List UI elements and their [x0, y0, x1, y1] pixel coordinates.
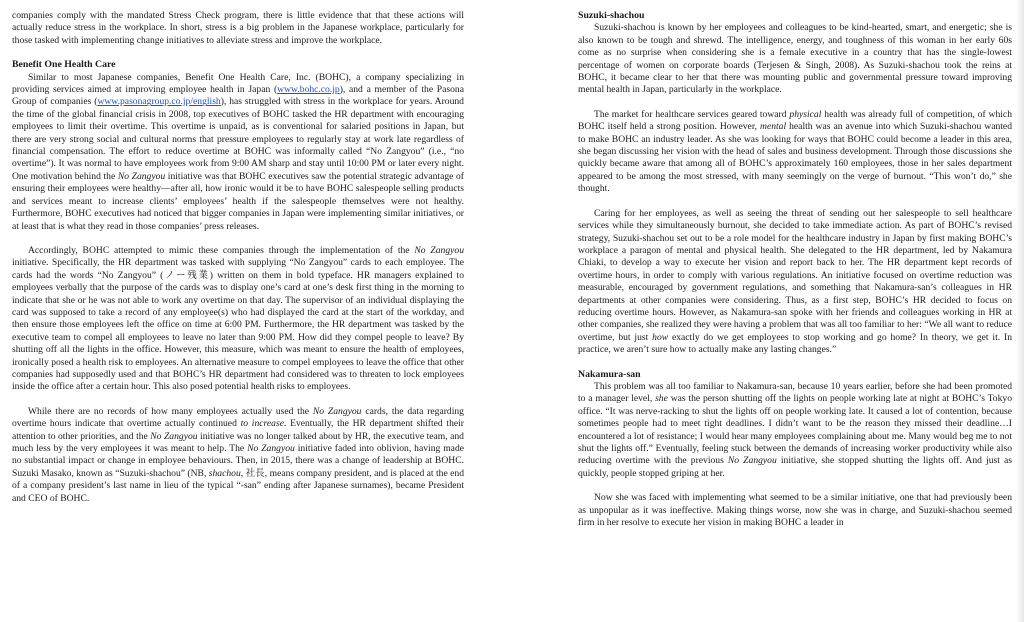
paragraph-suzuki: Suzuki-shachou is known by her employees and colleagues to be kind-hearted, smart, and energetic; she is also known to be tough and shrewd. The intelligence, energy, and toughness of this woman in her early 60s come as no surprise when considering she is a female executive in a country that has the single-lowest percentage of women on corporate boards (Terjesen & Singh, 2008). As Suzuki-shachou took the reins at BOHC, it became clear to her that there was mounting public and governmental pressure toward improving mental health in Japan, particularly in the workplace. [578, 22, 1012, 96]
heading-benefit-one: Benefit One Health Care [12, 59, 116, 71]
heading-nakamura-san: Nakamura-san [578, 368, 641, 380]
paragraph-nakamura: This problem was all too familiar to Nakamura-san, because 10 years earlier, before she had been promoted to a manager level, she was the person shutting off the lights on people working late at night at BOHC’s Tokyo office. “It was nerve-racking to shut the lights off on people working late. It caused a lot of contention, because sometimes people had to meet tight deadlines. I didn’t want to be the reason they missed their deadline…I encountered a lot of resistance; I would hear many employees complaining about me. Many would beg me to not shut the lights off.” Eventually, feeling stuck between the demands of increasing worker productivity while also reducing overtime with the previous No Zangyou initiative, she stopped shutting the lights off. And just as quickly, people stopped griping at her. [578, 380, 1012, 479]
paragraph-intro: companies comply with the mandated Stress Check program, there is little evidence that that these actions will actually reduce stress in the workplace. In short, stress is a big problem in the Japanese workplace, particularly for those tasked with implementing change initiatives to alleviate stress and improve the workplace. [12, 10, 464, 46]
right-page [578, 10, 1012, 529]
paragraph-caring: Caring for her employees, as well as seeing the threat of sending out her salespeople to sell healthcare services while they simultaneously burnout, she decided to take immediate action. As part of BOHC’s revised strategy, Suzuki-shachou set out to be a role model for the healthcare industry in Japan by first making BOHC’s workplace a paragon of mental and physical health. She delegated to the HR department, led by Nakamura Chiaki, to develop a way to execute her vision and report back to her. The HR department kept records of overtime hours, in order to comply with various regulations. An initiative focused on overtime reduction was measurable, encouraged by government regulations, and something that Nakamura-san’s colleagues in HR departments at other companies were considering. Thus, as a first step, BOHC’s HR decided to focus on reducing overtime hours. However, as Nakamura-san spoke with her friends and colleagues working in HR at other companies, she realized they were having a problem that was all too familiar to her: “We all want to reduce overtime, but just how exactly do we get employees to stop working and go home? In theory, we get it. In practice, we aren’t sure how to actually make any lasting changes.” [578, 207, 1012, 356]
paragraph-benefit-one: Similar to most Japanese companies, Benefit One Health Care, Inc. (BOHC), a company specializing in providing services aimed at improving employee health in Japan (www.bohc.co.jp), and a member of the Pasona Group of companies (www.pasonagroup.co.jp/english), has struggled with stress in the workplace for years. Around the time of the global financial crisis in 2008, top executives of BOHC tasked the HR department with encouraging employees to limit their overtime. This overtime is unpaid, as is conventional for salaried positions in Japan, but there are very strong social and cultural norms that pressure employees to regularly stay at work late regardless of financial compensation. The effort to reduce overtime at BOHC was informally called “No Zangyou” (i.e., “no overtime”). It was normal to have employees work from 9:00 AM sharp and stay until 10:00 PM or later every night. One motivation behind the No Zangyou initiative was that BOHC executives saw the potential strategic advantage of ensuring their employees were healthy—after all, how ironic would it be to have BOHC salespeople selling products and services meant to increase clients’ employees’ health if the salespeople themselves were not healthy. Furthermore, BOHC executives had noticed that bigger companies in Japan were implementing similar initiatives, or at least that is what they read in those companies’ press releases. [12, 71, 464, 232]
paragraph-market: The market for healthcare services geared toward physical health was already full of competition, of which BOHC itself held a strong position. However, mental health was an avenue into which Suzuki-shachou wanted to make BOHC an industry leader. As she was looking for ways that BOHC could become a leader in this area, she began discussing her vision with the head of sales and business development. Through those discussions she quickly became aware that among all of BOHC’s approximately 160 employees, those in her sales department appeared to be among the most stressed, with many seemingly on the verge of burnout. “This won’t do,” she thought. [578, 108, 1012, 195]
paragraph-records: While there are no records of how many employees actually used the No Zangyou cards, the data regarding overtime hours indicate that overtime actually continued to increase. Eventually, the HR department shifted their attention to other priorities, and the No Zangyou initiative was no longer talked about by HR, the executive team, and much less by the very employees it was meant to help. The No Zangyou initiative faded into oblivion, having made no substantial impact or change in employee behaviours. Then, in 2015, there was a change of leadership at BOHC. Suzuki Masako, known as “Suzuki-shachou” (NB, shachou, 社長, means company president, and is placed at the end of a company president’s last name in lieu of the typical “-san” ending after Japanese surnames), became President and CEO of BOHC. [12, 405, 464, 504]
paragraph-now: Now she was faced with implementing what seemed to be a similar initiative, one that had previously been as unpopular as it was ineffective. Making things worse, now she was in charge, and Suzuki-shachou seemed firm in her resolve to execute her vision in making BOHC a leader in [578, 492, 1012, 529]
heading-suzuki-shachou: Suzuki-shachou [578, 10, 645, 21]
link-bohc[interactable]: www.bohc.co.jp [277, 84, 340, 96]
left-page [12, 10, 464, 505]
link-pasona[interactable]: www.pasonagroup.co.jp/english [97, 96, 221, 108]
paragraph-accordingly: Accordingly, BOHC attempted to mimic these companies through the implementation of the No Zangyou initiative. Specifically, the HR department was tasked with supplying “No Zangyou” cards to each employee. The cards had the words “No Zangyou” (ノー残業) written on them in bold typeface. HR managers explained to employees verbally that the purpose of the cards was to display one’s card at one’s desk first thing in the morning to indicate that she or he was not able to work any overtime on that day. The supervisor of an individual displaying the card was supposed to take a record of any employee(s) who had displayed the card at the start of the workday, and then ensure those employees left the office on time at 6:00 PM. Furthermore, the HR department was tasked by the executive team to compel all employees to leave no later than 9:00 PM. How did they compel people to leave? By shutting off all the lights in the office. However, this measure, which was meant to ensure the health of employees, ironically posed a health risk to employees. An alternative measure to compel employees to leave the office that other companies had supposedly used and that BOHC’s HR department had considered was to threaten to lock employees inside the office after a certain hour. This also posed potential health risks to employees. [12, 244, 464, 393]
page-edge-shadow [1016, 0, 1024, 622]
